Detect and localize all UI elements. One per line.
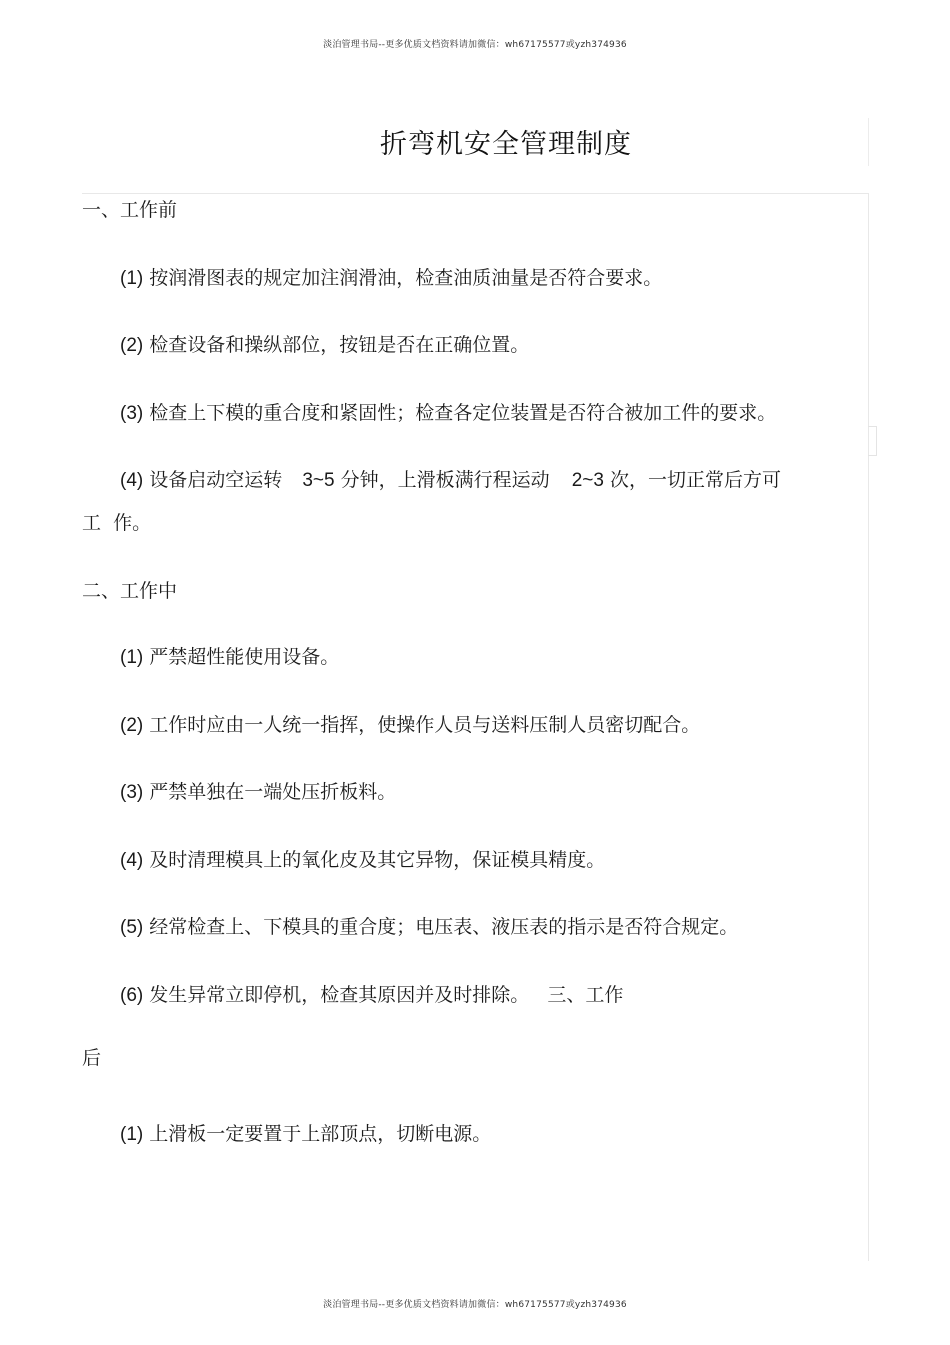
item-text: 经常检查上、下模具的重合度；电压表、液压表的指示是否符合规定。: [149, 916, 739, 938]
list-item: [120, 645, 339, 670]
list-item: [120, 401, 776, 426]
item-text: 及时清理模具上的氧化皮及其它异物，保证模具精度。: [149, 849, 606, 871]
margin-tab-mark: [868, 426, 877, 456]
section-heading-during-work: 二、工作中: [82, 580, 178, 602]
item-number: (3): [120, 782, 144, 803]
item-text: 检查设备和操纵部位，按钮是否在正确位置。: [149, 334, 530, 356]
item-continuation: 工 作。: [82, 512, 152, 534]
page-footer-note: 淡泊管理书局--更多优质文档资料请加微信：wh67175577或yzh374936: [323, 1300, 627, 1310]
list-item: [120, 848, 605, 873]
item-text: 分钟，上滑板满行程运动: [340, 469, 550, 491]
list-item: [120, 333, 529, 358]
item-value: 2~3: [571, 470, 604, 491]
top-border-rule: [82, 193, 869, 194]
item-number: (2): [120, 715, 144, 736]
item-text: 发生异常立即停机，检查其原因并及时排除。: [149, 984, 530, 1006]
item-number: (2): [120, 335, 144, 356]
list-item: [120, 713, 700, 738]
list-item: [120, 780, 396, 805]
item-number: (6): [120, 985, 144, 1006]
right-border-rule: [868, 193, 869, 1261]
item-text: 上滑板一定要置于上部顶点，切断电源。: [149, 1123, 492, 1145]
item-text: 按润滑图表的规定加注润滑油，检查油质油量是否符合要求。: [149, 267, 663, 289]
list-item: [120, 983, 623, 1008]
item-text: 设备启动空运转: [149, 469, 283, 491]
list-item: [120, 1122, 491, 1147]
list-item: [120, 468, 781, 493]
item-number: (1): [120, 1124, 144, 1145]
item-text: 检查上下模的重合度和紧固性；检查各定位装置是否符合被加工件的要求。: [149, 402, 777, 424]
section-heading-before-work: 一、工作前: [82, 199, 178, 221]
item-continuation: 后: [82, 1047, 102, 1069]
item-number: (3): [120, 403, 144, 424]
item-text: 次，一切正常后方可: [609, 469, 781, 491]
section-heading-after-work: 三、工作: [547, 984, 624, 1006]
document-title: 折弯机安全管理制度: [380, 129, 632, 160]
list-item: [120, 915, 738, 940]
list-item: [120, 266, 662, 291]
item-number: (5): [120, 917, 144, 938]
item-number: (4): [120, 470, 144, 491]
page-header-note: 淡泊管理书局--更多优质文档资料请加微信：wh67175577或yzh374936: [323, 40, 627, 50]
item-value: 3~5: [302, 470, 335, 491]
item-text: 工作时应由一人统一指挥，使操作人员与送料压制人员密切配合。: [149, 714, 701, 736]
item-text: 严禁单独在一端处压折板料。: [149, 781, 397, 803]
item-text: 严禁超性能使用设备。: [149, 646, 340, 668]
item-number: (4): [120, 850, 144, 871]
item-number: (1): [120, 647, 144, 668]
item-number: (1): [120, 268, 144, 289]
